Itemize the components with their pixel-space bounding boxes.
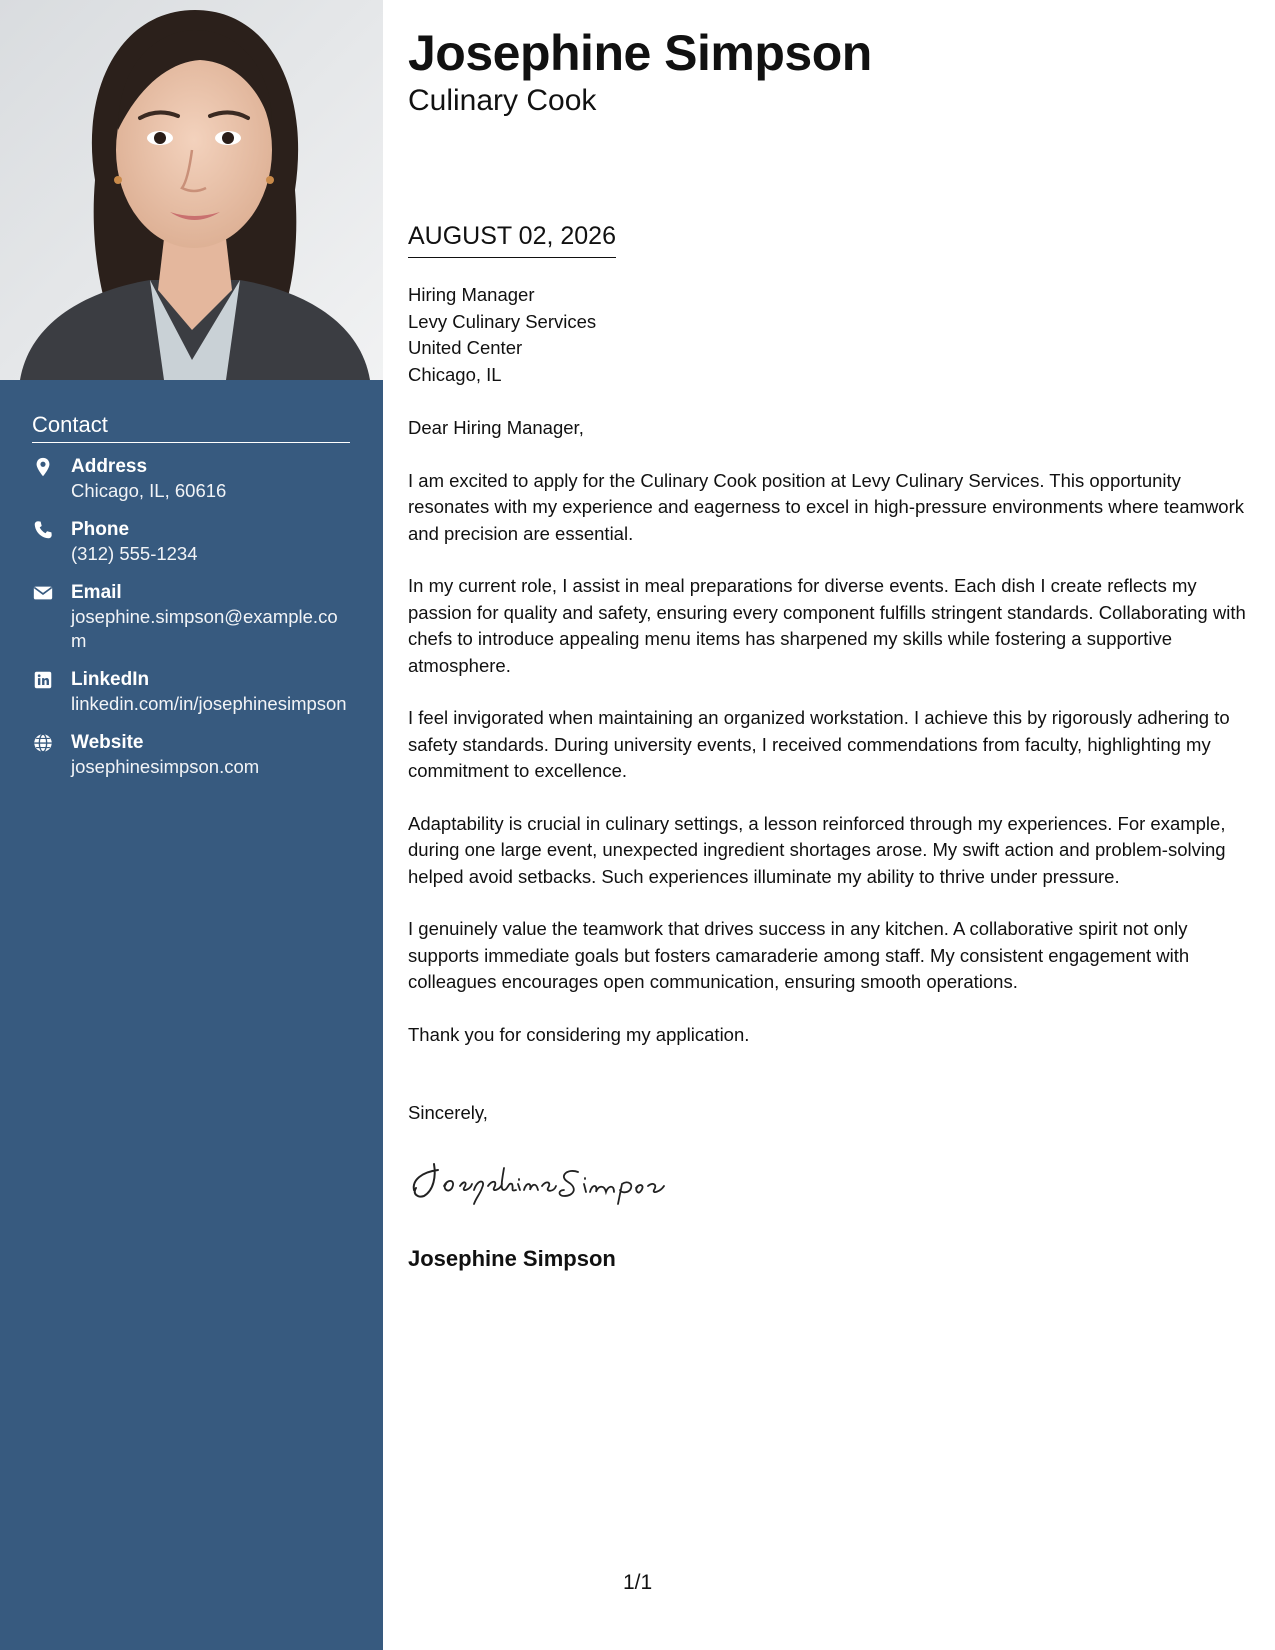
contact-value: Chicago, IL, 60616: [71, 480, 227, 501]
recipient-block: [408, 282, 596, 388]
body-paragraph: I genuinely value the teamwork that drives success in any kitchen. A collaborative spirit not only supports immediate goals but fosters camaraderie among staff. My consistent engagement with colleagues encourages open communication, ensuring smooth operations.: [408, 918, 1190, 992]
applicant-role: Culinary Cook: [408, 84, 597, 117]
letter-date: AUGUST 02, 2026: [408, 222, 616, 258]
sidebar: [0, 0, 383, 1650]
contact-value: linkedin.com/in/josephinesimpson: [71, 693, 347, 714]
map-pin-icon: [32, 456, 54, 478]
closing: Sincerely,: [408, 1102, 488, 1123]
body-paragraph: Adaptability is crucial in culinary settings, a lesson reinforced through my experiences. For example, during one large event, unexpected ingredient shortages arose. My swift action and problem-solving helped avoid setbacks. Such experiences illuminate my ability to thrive under pressure.: [408, 812, 1226, 887]
contact-label: LinkedIn: [71, 669, 150, 690]
body-paragraph: I am excited to apply for the Culinary Cook position at Levy Culinary Services. This opportunity resonates with my experience and eagerness to excel in high-pressure environments where teamwork and precision are essential.: [408, 469, 1245, 544]
contact-label: Phone: [71, 519, 130, 540]
contact-email: [32, 581, 350, 653]
page-number: 1/1: [623, 1571, 653, 1594]
body-paragraph: In my current role, I assist in meal preparations for diverse events. Each dish I create reflects my passion for quality and safety, ensuring every component fulfills stringent standards. Collaborating with chefs to introduce appealing menu items has sharpened my skills while fostering a supportive atmosphere.: [408, 575, 1246, 676]
recipient-line: Levy Culinary Services: [408, 310, 597, 332]
contact-linkedin: [32, 668, 350, 716]
signed-name: Josephine Simpson: [408, 1246, 616, 1271]
salutation: Dear Hiring Manager,: [408, 417, 584, 438]
globe-icon: [32, 732, 54, 754]
linkedin-icon: [32, 669, 54, 691]
contact-value: josephinesimpson.com: [71, 756, 260, 777]
recipient-line: United Center: [408, 337, 523, 358]
recipient-line: Chicago, IL: [408, 363, 502, 385]
handwritten-signature: [408, 1150, 668, 1208]
contact-label: Email: [71, 582, 122, 603]
envelope-icon: [32, 582, 54, 604]
phone-icon: [32, 519, 54, 541]
profile-photo: [0, 0, 383, 380]
contact-phone: [32, 518, 350, 566]
contact-section: [32, 412, 350, 794]
contact-value: (312) 555-1234: [71, 543, 198, 564]
applicant-name: Josephine Simpson: [408, 25, 872, 81]
contact-address: [32, 455, 350, 503]
contact-label: Address: [71, 456, 148, 477]
body-paragraph: I feel invigorated when maintaining an organized workstation. I achieve this by rigorously adhering to safety standards. During university events, I received commendations from faculty, highlighting my commitment to excellence.: [408, 707, 1230, 781]
contact-website: [32, 731, 350, 779]
letter-body: [408, 415, 1248, 1074]
contact-value: josephine.simpson@example.com: [71, 606, 338, 651]
body-paragraph: Thank you for considering my application.: [408, 1023, 750, 1045]
contact-label: Website: [71, 732, 144, 753]
contact-title: Contact: [32, 412, 350, 443]
recipient-line: Hiring Manager: [408, 284, 535, 305]
